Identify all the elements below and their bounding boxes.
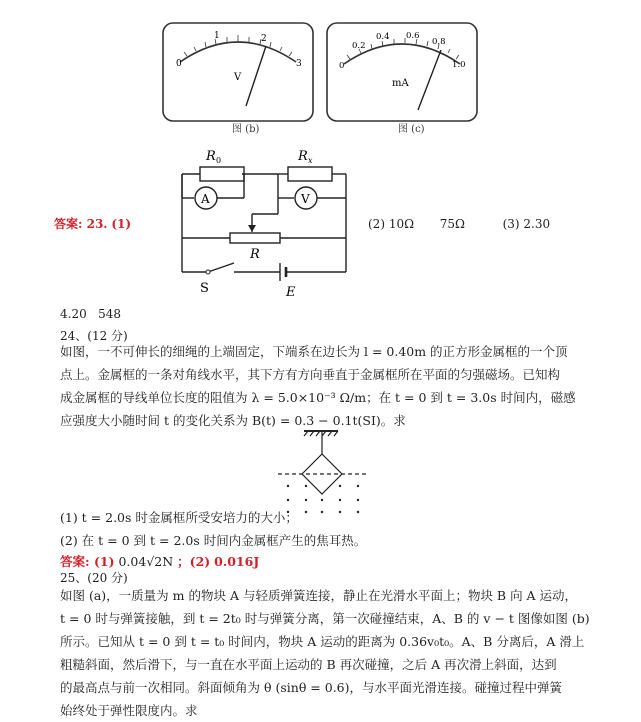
q24-sub1: (1) t = 2.0s 时金属框所受安培力的大小；: [60, 510, 298, 525]
q24-sub2: (2) 在 t = 0 到 t = 2.0s 时间内金属框产生的焦耳热。: [60, 533, 367, 548]
voltmeter-dial: [162, 22, 314, 122]
q24-subquestions: [60, 506, 620, 552]
answer-part2: (2) 10Ω: [368, 217, 415, 231]
q25-body: [60, 584, 620, 722]
q24-line: 应强度大小随时间 t 的变化关系为 B(t) = 0.3 − 0.1t(SI)。求: [60, 413, 406, 428]
figure-c-caption: 图 (c): [398, 124, 425, 135]
q25-line: 的最高点与前一次相同。斜面倾角为 θ (sinθ = 0.6)，与水平面光滑连接。碰撞过程中弹簧: [60, 680, 563, 695]
r0-label: R: [206, 149, 216, 164]
ammeter-label: A: [201, 192, 210, 206]
r0-subscript: 0: [216, 156, 222, 165]
q25-line: 所示。已知从 t = 0 到 t = t₀ 时间内，物块 A 运动的距离为 0.36v₀t₀。A、B 分离后，A 滑上: [60, 634, 585, 649]
answer-23-row: [54, 216, 131, 232]
tick-label: 3: [296, 59, 302, 69]
circuit-schematic: [170, 142, 360, 300]
switch-label: S: [200, 281, 209, 296]
unit-label: mA: [392, 78, 409, 89]
answer-23-part2: [368, 216, 550, 232]
q24-figure: [268, 428, 378, 516]
q24-answer-row: [60, 552, 259, 570]
q24-body: [60, 340, 620, 432]
answer-value-1: 0.04√2N: [118, 554, 174, 569]
answer-part2b: 75Ω: [439, 217, 465, 231]
tick-label: 0.6: [406, 31, 420, 41]
rx-subscript: x: [308, 156, 313, 165]
circuit-diagram: [170, 142, 360, 300]
tick-label: 2: [261, 34, 267, 44]
voltmeter-label: V: [301, 192, 310, 206]
answer-value-2: 0.016J: [214, 554, 260, 569]
answer-23-extra: 4.20 548: [60, 307, 122, 321]
q25-header: 25、(20 分): [60, 571, 128, 585]
milliammeter-dial: [326, 22, 478, 122]
answer-separator: ；(2): [177, 554, 211, 569]
answer-part1: (1): [111, 217, 132, 231]
q24-line: 如图，一不可伸长的细绳的上端固定，下端系在边长为 l = 0.40m 的正方形金属框的一个顶: [60, 344, 568, 359]
answer-label: 答案: (1): [60, 554, 115, 569]
square-frame-figure: [268, 428, 378, 516]
q24-line: 成金属框的导线单位长度的阻值为 λ = 5.0×10⁻³ Ω/m；在 t = 0 到 t = 3.0s 时间内，磁感: [60, 390, 576, 405]
tick-label: 1.0: [452, 60, 466, 70]
tick-label: 0.2: [352, 41, 366, 51]
tick-label: 0: [176, 59, 182, 69]
tick-label: 0: [339, 61, 345, 71]
unit-label: V: [234, 72, 242, 83]
rx-label: R: [298, 149, 308, 164]
rheostat-label: R: [250, 247, 260, 262]
source-label: E: [286, 285, 296, 300]
q25-line: 如图 (a)，一质量为 m 的物块 A 与轻质弹簧连接，静止在光滑水平面上；物块 B 向 A 运动，: [60, 588, 578, 603]
figure-b-caption: 图 (b): [232, 124, 260, 135]
q24-header: 24、(12 分): [60, 329, 128, 343]
q25-line: 始终处于弹性限度内。求: [60, 703, 198, 718]
q24-line: 点上。金属框的一条对角线水平，其下方有方向垂直于金属框所在平面的匀强磁场。已知构: [60, 367, 561, 382]
voltmeter-figure-b: [162, 22, 314, 122]
q25-line: 粗糙斜面，然后滑下，与一直在水平面上运动的 B 再次碰撞，之后 A 再次滑上斜面，达到: [60, 657, 557, 672]
tick-label: 0.8: [432, 37, 446, 47]
tick-label: 1: [214, 31, 220, 41]
q25-line: t = 0 时与弹簧接触，到 t = 2t₀ 时与弹簧分离，第一次碰撞结束，A、B 的 v − t 图像如图 (b): [60, 611, 590, 626]
tick-label: 0.4: [376, 32, 390, 42]
answer-label: 答案: 23.: [54, 217, 108, 231]
milliammeter-figure-c: [326, 22, 478, 122]
answer-part3: (3) 2.30: [502, 217, 551, 231]
